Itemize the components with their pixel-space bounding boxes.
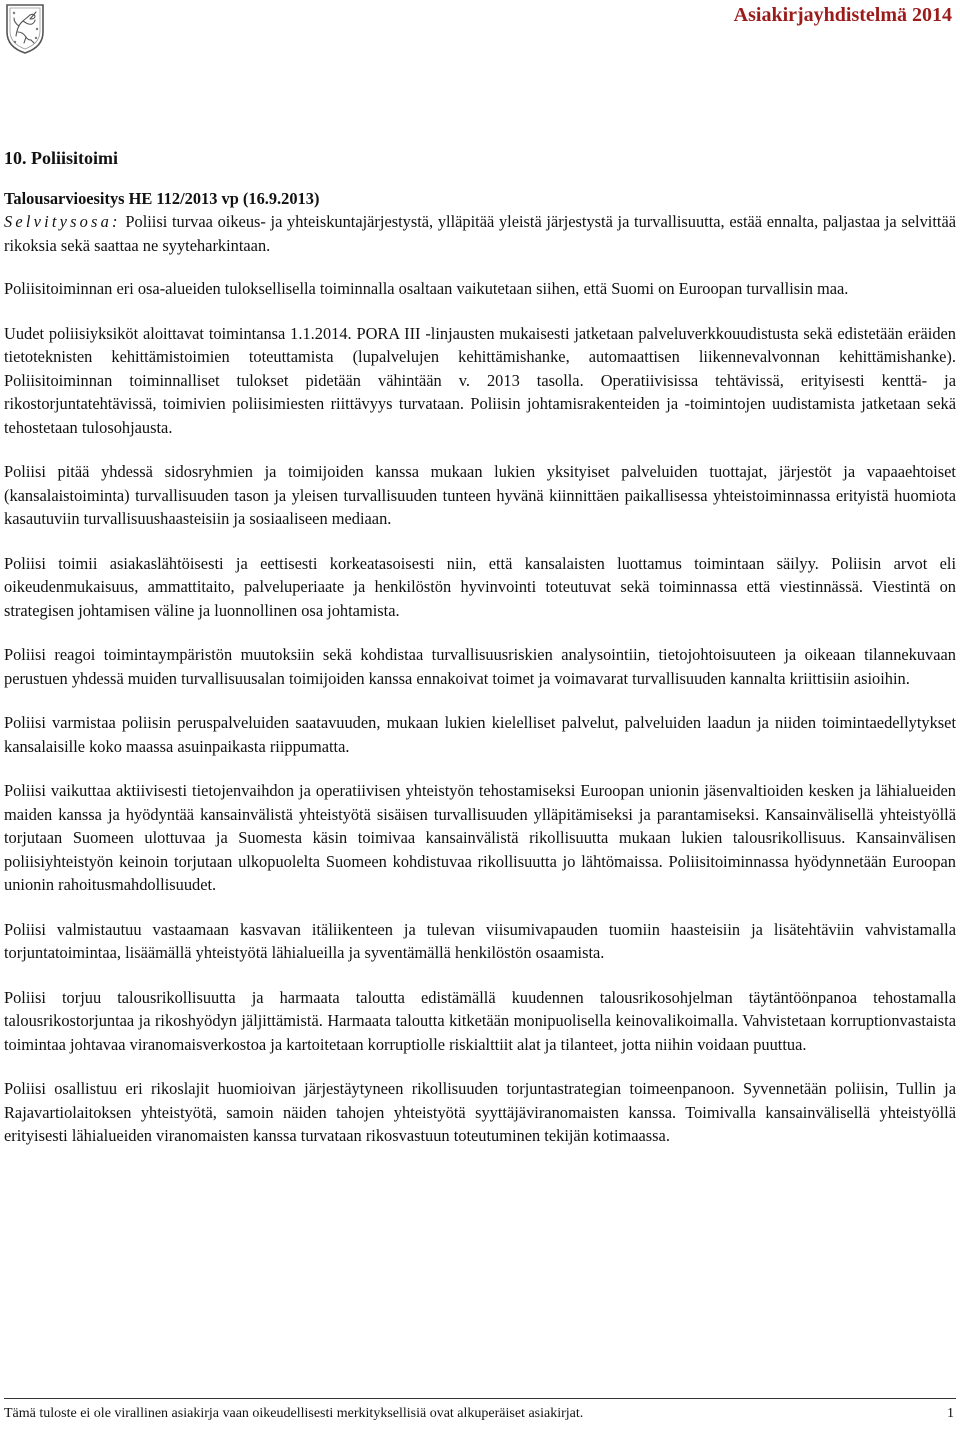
body-paragraph: Poliisi osallistuu eri rikoslajit huomioivan järjestäytyneen rikollisuuden torjuntastrategian toimeenpanoon. Syvennetään poliisin, Tullin ja Rajavartiolaitoksen yhteistyötä, samoin näiden tahojen yhteistyötä syyttäjäviranomaisten kanssa. Toimivalla kansainvälisellä yhteistyöllä erityisesti lähialueiden viranomaisten kanssa turvataan rikosvastuun toteutuminen tekijän kotimaassa. xyxy=(4,1079,956,1145)
section-heading: 10. Poliisitoimi xyxy=(4,148,118,168)
footer-divider xyxy=(4,1398,956,1399)
body-paragraph: Poliisi varmistaa poliisin peruspalveluiden saatavuuden, mukaan lukien kielelliset palvelut, palveluiden laadun ja niiden toimintaedellytykset kansalaisille koko maassa asuinpaikasta riippumatta. xyxy=(4,713,956,756)
intro-text: Poliisi turvaa oikeus- ja yhteiskuntajärjestystä, ylläpitää yleistä järjestystä ja turvallisuutta, estää ennalta, paljastaa ja selvittää rikoksia sekä saattaa ne syyteharkintaan. xyxy=(4,212,956,255)
body-paragraph: Poliisi vaikuttaa aktiivisesti tietojenvaihdon ja operatiivisen yhteistyön tehostamiseksi Euroopan unionin jäsenvaltioiden kesken ja lähialueiden maiden kanssa ja hyödyntää kansainvälistä yhteistyötä sisäisen turvallisuuden ylläpitämiseksi ja parantamiseksi. Kansainvälisellä yhteistyöllä torjutaan Suomeen ulottuvaa ja Suomesta käsin toimivaa kansainvälistä rikollisuutta mukaan lukien talousrikollisuus. Kansainvälisen poliisiyhteistyön keinoin torjutaan ulkopuolelta Suomeen kohdistuvaa rikollisuutta jo lähtömaissa. Poliisitoiminnassa hyödynnetään Euroopan unionin rahoitusmahdollisuudet. xyxy=(4,781,956,894)
body-paragraph: Poliisi torjuu talousrikollisuutta ja harmaata taloutta edistämällä kuudennen talousrikosohjelman täytäntöönpanoa tehostamalla talousrikostorjuntaa ja rikoshyödyn jäljittämistä. Harmaata taloutta kitketään monipuolisella keinovalikoimalla. Vahvistetaan korruptionvastaista toimintaa johtavaa viranomaisverkostoa ja kartoitetaan korruptiolle riskialttiit alat ja tilanteet, jotta niihin voidaan puuttua. xyxy=(4,987,956,1054)
footer-disclaimer: Tämä tuloste ei ole virallinen asiakirja vaan oikeudellisesti merkityksellisiä ovat alkuperäiset asiakirjat. xyxy=(4,1406,584,1421)
body-paragraph: Uudet poliisiyksiköt aloittavat toimintansa 1.1.2014. PORA III -linjausten mukaisesti jatketaan palveluverkkouudistusta sekä edistetään eräiden tietoteknisten kehittämistoimien toteuttamista (lupalvelujen kehittämishanke, automaattisen liikennevalvonnan kehittämishanke). Poliisitoiminnan toiminnalliset tulokset pidetään vähintään v. 2013 tasolla. Operatiivisissa tehtävissä, erityisesti kenttä- ja rikostorjuntatehtävissä, toimivien poliisimiesten riittävyys turvataan. Poliisin johtamisrakenteiden ja -toimintojen uudistamista jatketaan sekä tehostetaan tulosohjausta. xyxy=(4,323,956,437)
body-paragraph: Poliisi valmistautuu vastaamaan kasvavan itäliikenteen ja tulevan viisumivapauden tuomiin haasteisiin ja lisätehtäviin vahvistamalla torjuntatoimintaa, lisäämällä yhteistyötä lähialueilla ja syventämällä henkilöstön osaamista. xyxy=(4,919,956,962)
finnish-lion-crest-icon xyxy=(4,2,46,54)
body-paragraph: Poliisi pitää yhdessä sidosryhmien ja toimijoiden kanssa mukaan lukien yksityiset palveluiden tuottajat, järjestöt ja vapaaehtoiset (kansalaistoiminta) turvallisuuden tason ja yleisen turvallisuuden tunteen hyvänä kiinnittäen paikallisessa yhteistoiminnassa erityistä huomiota kasautuviin turvallisuushaasteisiin ja sosiaaliseen mediaan. xyxy=(4,462,956,528)
body-paragraph: Poliisi toimii asiakaslähtöisesti ja eettisesti korkeatasoisesti niin, että kansalaisten luottamus toimintaan säilyy. Poliisin arvot eli oikeudenmukaisuus, ammattitaito, palveluperiaate ja henkilöstön hyvinvointi toteutuvat sekä toiminnassa että viestinnässä. Viestintä on strategisen johtamisen väline ja luonnollinen osa johtamista. xyxy=(4,553,956,620)
budget-proposal-subheading: Talousarvioesitys HE 112/2013 vp (16.9.2013) xyxy=(4,189,320,208)
page-number: 1 xyxy=(947,1406,954,1421)
body-paragraph: Poliisitoiminnan eri osa-alueiden tuloksellisella toiminnalla osaltaan vaikutetaan siihen, että Suomi on Euroopan turvallisin maa. xyxy=(4,279,849,298)
intro-paragraph xyxy=(4,210,956,257)
body-paragraph: Poliisi reagoi toimintaympäristön muutoksiin sekä kohdistaa turvallisuusriskien analysointiin, tietojohtoisuuteen ja oikeaan tilannekuvaan perustuen yhdessä muiden turvallisuusalan toimijoiden kanssa ennakoivat toimet ja voimavarat turvallisuuden kannalta kriittisiin asioihin. xyxy=(4,645,956,688)
document-title: Asiakirjayhdistelmä 2014 xyxy=(733,4,952,26)
intro-label: Selvitysosa: xyxy=(4,212,121,231)
document-content xyxy=(4,146,956,1169)
